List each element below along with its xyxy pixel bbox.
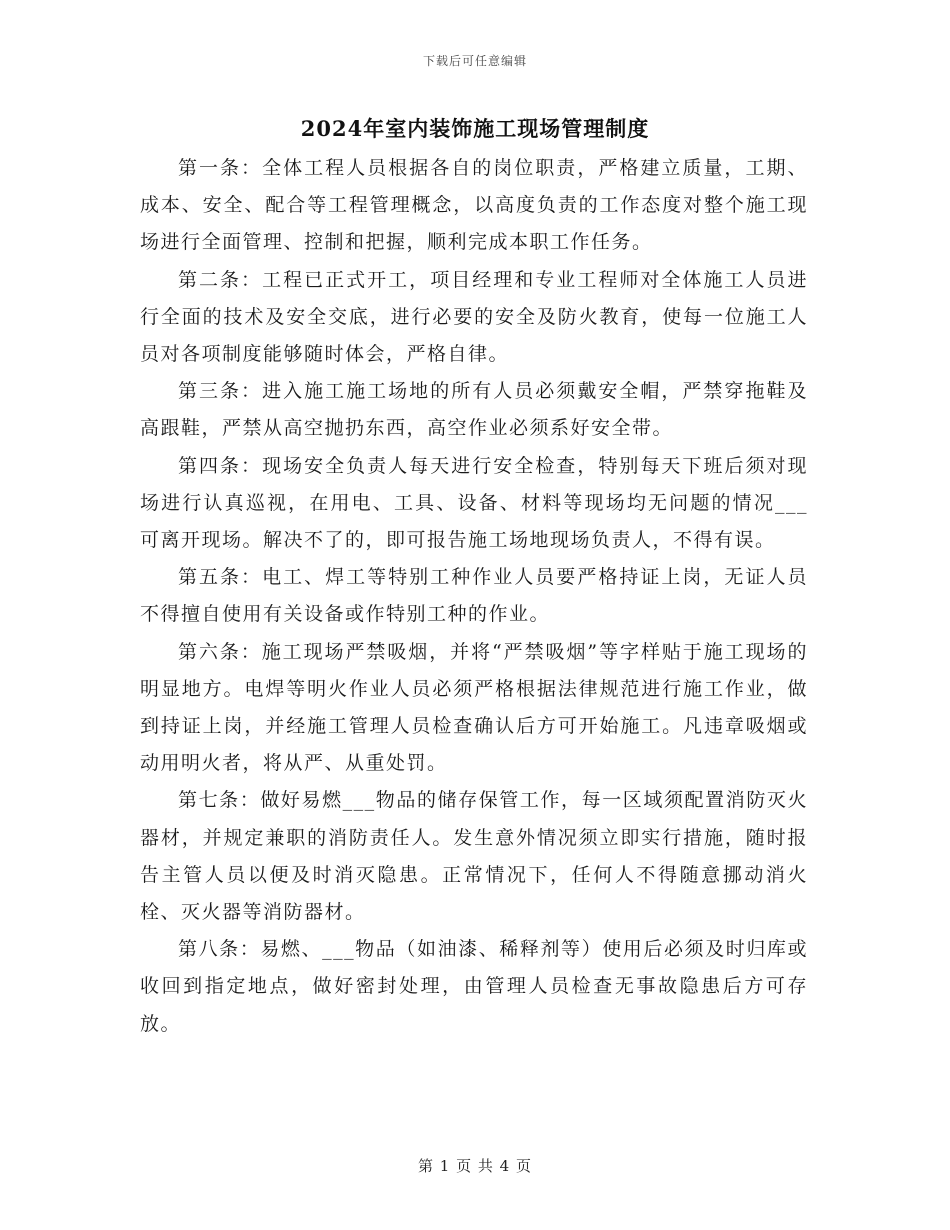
article-4-paragraph: 第四条：现场安全负责人每天进行安全检查，特别每天下班后须对现场进行认真巡视，在用电、工具、设备、材料等现场均无问题的情况___可离开现场。解决不了的，即可报告施工场地现场负责人，不得有误。 [140, 454, 808, 552]
article-1-paragraph: 第一条：全体工程人员根据各自的岗位职责，严格建立质量，工期、成本、安全、配合等工程管理概念，以高度负责的工作态度对整个施工现场进行全面管理、控制和把握，顺利完成本职工作任务。 [140, 157, 808, 254]
document-body [140, 150, 808, 1043]
header-note: 下载后可任意编辑 [422, 54, 527, 68]
article-6-paragraph: 第六条：施工现场严禁吸烟，并将“严禁吸烟”等字样贴于施工现场的明显地方。电焊等明火作业人员必须严格根据法律规范进行施工作业，做到持证上岗，并经施工管理人员检查确认后方可开始施工。凡违章吸烟或动用明火者，将从严、从重处罚。 [140, 640, 808, 775]
page-number: 第 1 页 共 4 页 [418, 1157, 532, 1175]
article-3-paragraph: 第三条：进入施工施工场地的所有人员必须戴安全帽，严禁穿拖鞋及高跟鞋，严禁从高空抛扔东西，高空作业必须系好安全带。 [140, 380, 808, 440]
article-7-paragraph: 第七条：做好易燃___物品的储存保管工作，每一区域须配置消防灭火器材，并规定兼职的消防责任人。发生意外情况须立即实行措施，随时报告主管人员以便及时消灭隐患。正常情况下，任何人不得随意挪动消火栓、灭火器等消防器材。 [140, 789, 808, 924]
article-2-paragraph: 第二条：工程已正式开工，项目经理和专业工程师对全体施工人员进行全面的技术及安全交底，进行必要的安全及防火教育，使每一位施工人员对各项制度能够随时体会，严格自律。 [140, 268, 808, 366]
article-5-paragraph: 第五条：电工、焊工等特别工种作业人员要严格持证上岗，无证人员不得擅自使用有关设备或作特别工种的作业。 [140, 566, 808, 626]
article-8-paragraph: 第八条：易燃、___物品（如油漆、稀释剂等）使用后必须及时归库或收回到指定地点，做好密封处理，由管理人员检查无事故隐患后方可存放。 [140, 938, 808, 1035]
document-title: 2024年室内装饰施工现场管理制度 [300, 116, 650, 141]
